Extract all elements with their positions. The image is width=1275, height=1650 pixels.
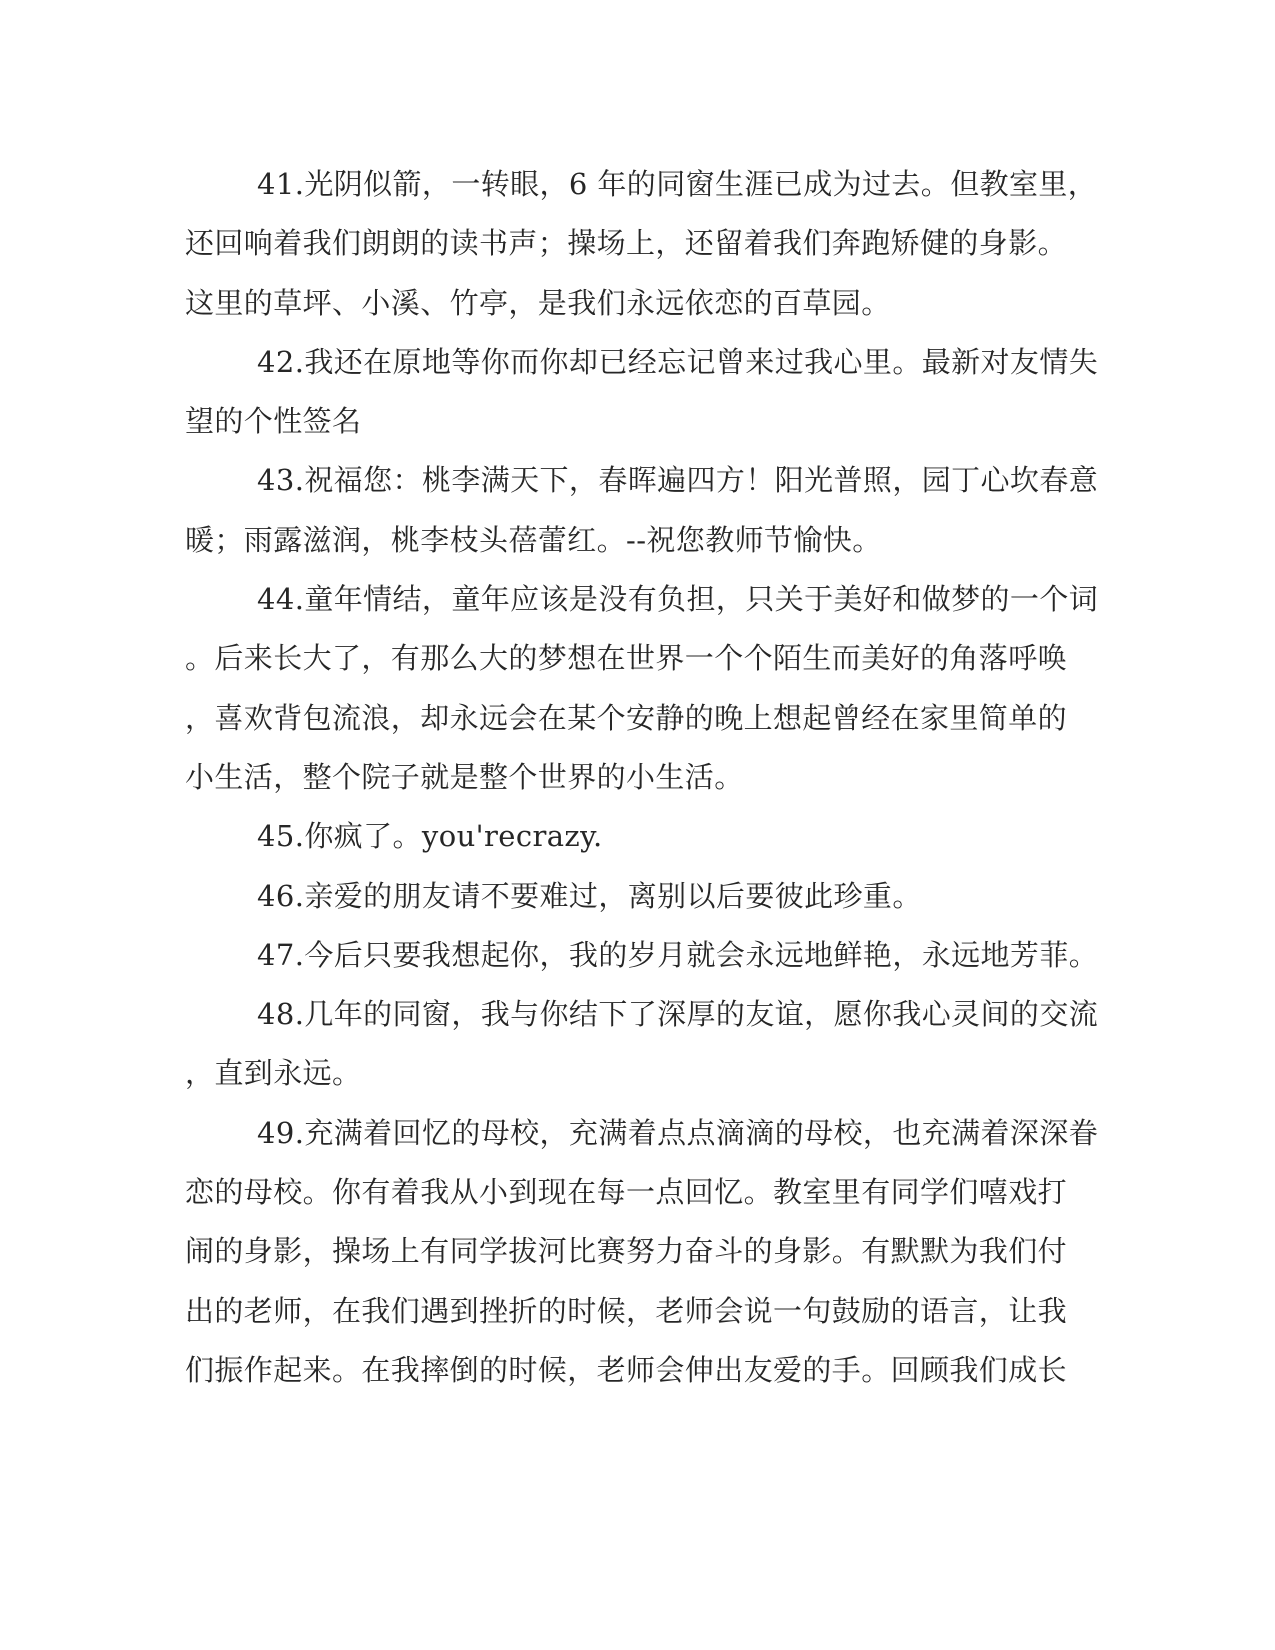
paragraph-45 — [185, 807, 1090, 866]
paragraph-48 — [185, 985, 1099, 1104]
text-line: 还回响着我们朗朗的读书声；操场上，还留着我们奔跑矫健的身影。 — [185, 226, 1068, 261]
text-line: 闹的身影，操场上有同学拔河比赛努力奋斗的身影。有默默为我们付 — [185, 1234, 1068, 1269]
paragraph-49 — [185, 1104, 1099, 1400]
text-line: 45.你疯了。you'recrazy. — [257, 819, 603, 854]
paragraph-42 — [185, 333, 1099, 452]
text-line: 们振作起来。在我摔倒的时候，老师会伸出友爱的手。回顾我们成长 — [185, 1352, 1068, 1387]
paragraph-46 — [185, 867, 1090, 926]
text-line: 43.祝福您：桃李满天下，春晖遍四方！阳光普照，园丁心坎春意 — [257, 463, 1099, 498]
paragraph-47 — [185, 926, 1099, 985]
text-line: 这里的草坪、小溪、竹亭，是我们永远依恋的百草园。 — [185, 285, 891, 320]
text-line: 47.今后只要我想起你，我的岁月就会永远地鲜艳，永远地芳菲。 — [257, 937, 1099, 972]
paragraph-43 — [185, 451, 1099, 570]
text-line: 小生活，整个院子就是整个世界的小生活。 — [185, 759, 744, 794]
document-body — [185, 155, 1099, 1400]
text-line: 49.充满着回忆的母校，充满着点点滴滴的母校，也充满着深深眷 — [257, 1115, 1099, 1150]
text-line: 42.我还在原地等你而你却已经忘记曾来过我心里。最新对友情失 — [257, 344, 1099, 379]
text-line: ，直到永远。 — [185, 1056, 362, 1091]
text-line: ，喜欢背包流浪，却永远会在某个安静的晚上想起曾经在家里简单的 — [185, 700, 1068, 735]
text-line: 暖；雨露滋润，桃李枝头蓓蕾红。--祝您教师节愉快。 — [185, 522, 882, 557]
text-line: 48.几年的同窗，我与你结下了深厚的友谊，愿你我心灵间的交流 — [257, 997, 1099, 1032]
text-line: 恋的母校。你有着我从小到现在每一点回忆。教室里有同学们嘻戏打 — [185, 1175, 1068, 1210]
paragraph-41 — [185, 155, 1098, 333]
text-line: 46.亲爱的朋友请不要难过，离别以后要彼此珍重。 — [257, 878, 922, 913]
text-line: 。后来长大了，有那么大的梦想在世界一个个陌生而美好的角落呼唤 — [185, 641, 1068, 676]
text-line: 44.童年情结，童年应该是没有负担，只关于美好和做梦的一个词 — [257, 582, 1099, 617]
text-line: 41.光阴似箭，一转眼，6 年的同窗生涯已成为过去。但教室里， — [257, 167, 1098, 201]
paragraph-44 — [185, 570, 1099, 807]
text-line: 出的老师，在我们遇到挫折的时候，老师会说一句鼓励的语言，让我 — [185, 1293, 1068, 1328]
text-line: 望的个性签名 — [185, 404, 362, 439]
